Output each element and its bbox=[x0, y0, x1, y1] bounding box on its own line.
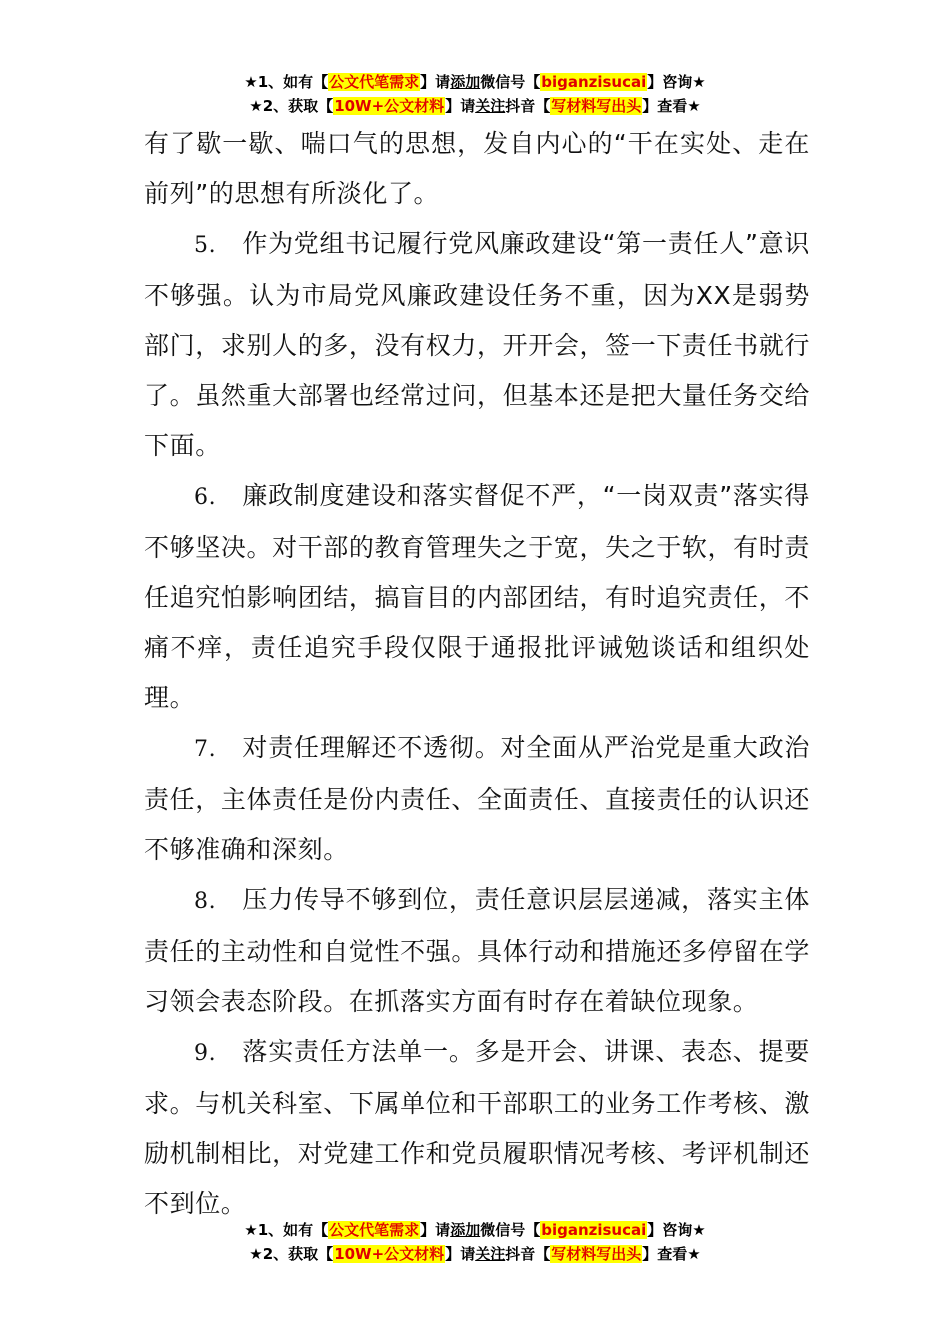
item-text: 落实责任方法单一。多是开会、讲课、表态、提要求。与机关科室、下属单位和干部职工的业务工作考核、激励机制相比，对党建工作和党员履职情况考核、考评机制还不到位。 bbox=[144, 1037, 810, 1218]
banner-text: 】请 bbox=[420, 1221, 451, 1239]
banner-text: ★1、如有【 bbox=[244, 73, 329, 91]
banner-line-1 bbox=[0, 1218, 950, 1242]
banner-text: ★2、获取【 bbox=[249, 1245, 334, 1263]
banner-text: 抖音【 bbox=[505, 1245, 551, 1263]
banner-text: 微信号【 bbox=[480, 73, 541, 91]
banner-underline: 添加 bbox=[450, 73, 481, 91]
banner-underline: 添加 bbox=[450, 1221, 481, 1239]
banner-highlight: 10W+公文材料 bbox=[334, 97, 445, 115]
banner-highlight: 公文代笔需求 bbox=[329, 1221, 420, 1239]
item-number: 8. bbox=[194, 889, 217, 914]
banner-highlight: 写材料写出头 bbox=[551, 97, 642, 115]
banner-text: 】咨询★ bbox=[647, 1221, 706, 1239]
banner-text: ★2、获取【 bbox=[249, 97, 334, 115]
banner-text: ★1、如有【 bbox=[244, 1221, 329, 1239]
banner-highlight: biganzisucai bbox=[541, 73, 647, 91]
banner-text: 抖音【 bbox=[505, 97, 551, 115]
banner-line-2 bbox=[0, 94, 950, 118]
list-item bbox=[144, 471, 810, 723]
item-text: 廉政制度建设和落实督促不严，“一岗双责”落实得不够坚决。对干部的教育管理失之于宽，失之于软，有时责任追究怕影响团结，搞盲目的内部团结，有时追究责任，不痛不痒，责任追究手段仅限于通报批评诫勉谈话和组织处理。 bbox=[144, 481, 810, 712]
bottom-banner bbox=[0, 1218, 950, 1266]
banner-line-2 bbox=[0, 1242, 950, 1266]
banner-text: 】查看★ bbox=[642, 97, 701, 115]
banner-underline: 关注 bbox=[475, 97, 506, 115]
banner-text: 】请 bbox=[420, 73, 451, 91]
item-text: 作为党组书记履行党风廉政建设“第一责任人”意识不够强。认为市局党风廉政建设任务不重，因为XX是弱势部门，求别人的多，没有权力，开开会，签一下责任书就行了。虽然重大部署也经常过问，但基本还是把大量任务交给下面。 bbox=[144, 229, 810, 460]
banner-text: 微信号【 bbox=[480, 1221, 541, 1239]
document-body bbox=[144, 119, 810, 1229]
top-banner bbox=[0, 70, 950, 118]
banner-text: 】查看★ bbox=[642, 1245, 701, 1263]
banner-underline: 关注 bbox=[475, 1245, 506, 1263]
banner-highlight: 写材料写出头 bbox=[551, 1245, 642, 1263]
continuation-paragraph: 有了歇一歇、喘口气的思想，发自内心的“干在实处、走在前列”的思想有所淡化了。 bbox=[144, 129, 810, 208]
item-number: 5. bbox=[194, 233, 217, 258]
banner-text: 】请 bbox=[445, 1245, 476, 1263]
list-item bbox=[144, 1027, 810, 1229]
banner-line-1 bbox=[0, 70, 950, 94]
banner-highlight: biganzisucai bbox=[541, 1221, 647, 1239]
list-item bbox=[144, 875, 810, 1027]
item-text: 对责任理解还不透彻。对全面从严治党是重大政治责任，主体责任是份内责任、全面责任、直接责任的认识还不够准确和深刻。 bbox=[144, 733, 810, 864]
list-item bbox=[144, 723, 810, 875]
banner-text: 】咨询★ bbox=[647, 73, 706, 91]
banner-highlight: 公文代笔需求 bbox=[329, 73, 420, 91]
item-number: 6. bbox=[194, 485, 217, 510]
banner-text: 】请 bbox=[445, 97, 476, 115]
list-item bbox=[144, 219, 810, 471]
item-number: 7. bbox=[194, 737, 217, 762]
item-number: 9. bbox=[194, 1041, 217, 1066]
item-text: 压力传导不够到位，责任意识层层递减，落实主体责任的主动性和自觉性不强。具体行动和措施还多停留在学习领会表态阶段。在抓落实方面有时存在着缺位现象。 bbox=[144, 885, 810, 1016]
banner-highlight: 10W+公文材料 bbox=[334, 1245, 445, 1263]
